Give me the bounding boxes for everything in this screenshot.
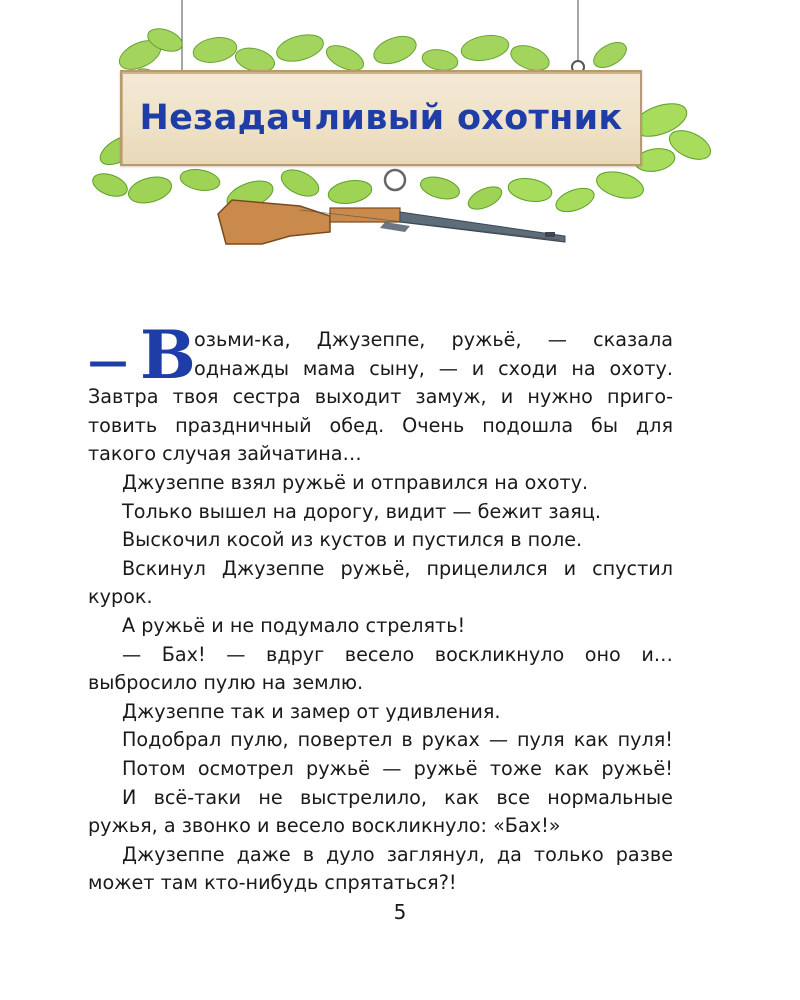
drop-cap-paragraph-start bbox=[88, 316, 673, 394]
text-line: озьми-ка, Джузеппе, ружьё, — сказала bbox=[194, 328, 673, 351]
text-line: И всё-таки не выстрелило, как все нормальные bbox=[122, 785, 673, 809]
story-text bbox=[88, 316, 673, 898]
text-line: курок. bbox=[88, 585, 153, 609]
rifle-icon bbox=[218, 200, 565, 244]
chapter-header-illustration bbox=[0, 0, 800, 270]
text-line: Джузеппе взял ружьё и отправился на охоту. bbox=[122, 470, 589, 494]
text-line: Выскочил косой из кустов и пустился в поле. bbox=[122, 528, 583, 552]
text-line: может там кто-нибудь спрятаться?! bbox=[88, 871, 457, 895]
drop-cap-letter: В bbox=[140, 316, 196, 394]
text-line: Потом осмотрел ружьё — ружьё тоже как ружьё! bbox=[122, 756, 673, 780]
text-line: Только вышел на дорогу, видит — бежит заяц. bbox=[122, 499, 602, 523]
text-line: Джузеппе даже в дуло заглянул, да только разве bbox=[122, 842, 673, 866]
page-number: 5 bbox=[393, 900, 407, 924]
text-line: такого случая зайчатина… bbox=[88, 442, 362, 466]
rifle-sling-ring bbox=[385, 170, 405, 190]
opening-dash: — bbox=[88, 339, 128, 385]
text-line: Завтра твоя сестра выходит замуж, и нужно приго- bbox=[88, 385, 673, 409]
text-line: Джузеппе так и замер от удивления. bbox=[122, 699, 501, 723]
text-line: товить праздничный обед. Очень подошла бы для bbox=[88, 413, 673, 437]
text-line: однажды мама сыну, — и сходи на охоту. bbox=[194, 356, 673, 380]
text-line: Вскинул Джузеппе ружьё, прицелился и спустил bbox=[122, 556, 673, 580]
chapter-title: Незадачливый охотник bbox=[139, 98, 623, 138]
chapter-title-sign bbox=[120, 70, 642, 166]
text-line: А ружьё и не подумало стрелять! bbox=[122, 613, 466, 637]
text-line: выбросило пулю на землю. bbox=[88, 671, 364, 695]
text-line: ружья, а звонко и весело воскликнуло: «Бах!» bbox=[88, 814, 561, 838]
text-line: — Бах! — вдруг весело воскликнуло оно и… bbox=[122, 642, 673, 666]
text-line: Подобрал пулю, повертел в руках — пуля как пуля! bbox=[122, 728, 673, 752]
